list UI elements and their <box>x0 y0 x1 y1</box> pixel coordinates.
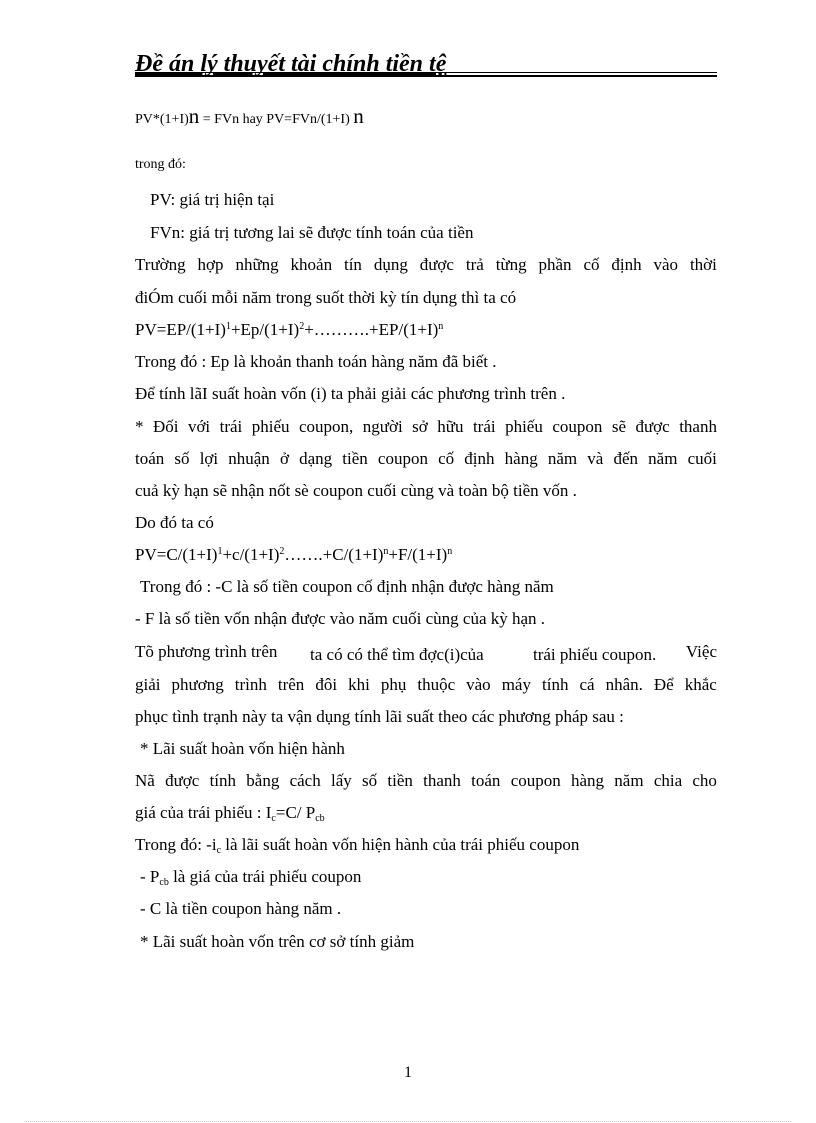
word: trái <box>472 417 496 436</box>
word: tính <box>209 771 237 790</box>
text-fragment: - P <box>140 867 160 886</box>
word: nhuận <box>228 449 270 468</box>
page-number: 1 <box>404 1064 412 1081</box>
word: Đối <box>152 417 179 436</box>
word: định <box>464 449 495 468</box>
formula-exponent: 1 <box>225 321 231 332</box>
paragraph-3-line-3: phục tình trạnh này ta vận dụng tính lãi suất theo các phương pháp sau : <box>135 707 624 726</box>
word: cố <box>438 449 455 468</box>
word: định <box>611 255 642 274</box>
formula-part: = FVn hay PV=FVn/(1+I) <box>199 112 354 127</box>
paragraph-3-line-2 <box>135 676 717 693</box>
word: tiền <box>342 449 368 468</box>
fvn-definition: FVn: giá trị tương lai sẽ được tính toán của tiền <box>150 223 474 242</box>
word: ở <box>279 449 289 468</box>
formula-part: =C/ P <box>275 803 316 822</box>
formula-exponent: n <box>383 546 389 557</box>
formula-part: +Ep/(1+I) <box>230 320 300 339</box>
formula-exponent: 2 <box>279 546 285 557</box>
word: cách <box>289 771 321 790</box>
formula-part: +F/(1+I) <box>388 545 448 564</box>
word: Nã <box>135 771 155 790</box>
paragraph-1-line-1 <box>135 256 717 273</box>
word: cá <box>579 675 595 694</box>
word: phần <box>538 255 572 274</box>
word: phương <box>171 675 224 694</box>
word: nhân. <box>605 675 643 694</box>
word: đến <box>613 449 639 468</box>
formula-part: …….+C/(1+I) <box>284 545 384 564</box>
text-fragment: ta có có thể tìm đợc(i)của <box>310 645 484 664</box>
word: toán <box>471 771 501 790</box>
word: được <box>165 771 200 790</box>
trong-do-label: trong đó: <box>135 157 186 172</box>
word: số <box>362 771 378 790</box>
f-definition: - F là số tiền vốn nhận được vào năm cuối cùng của kỳ hạn . <box>135 609 546 628</box>
page-header <box>135 52 717 78</box>
word: vào <box>653 255 679 274</box>
formula-subscript: cb <box>159 877 169 888</box>
word: số <box>174 449 190 468</box>
word: toán <box>135 449 165 468</box>
word: máy <box>501 675 531 694</box>
word: năm <box>614 771 644 790</box>
paragraph-2-line-2 <box>135 450 717 467</box>
c-annual-definition: - C là tiền coupon hàng năm . <box>140 899 342 918</box>
word: hợp <box>197 255 224 274</box>
text-fragment: Tõ phương trình trên <box>135 642 278 661</box>
text-fragment: là lãi suất hoàn vốn hiện hành của trái phiếu coupon <box>221 835 580 854</box>
text-fragment: trái phiếu coupon. <box>533 645 657 664</box>
word: thời <box>689 255 717 274</box>
word: và <box>587 449 604 468</box>
formula-part: +……….+EP/(1+I) <box>304 320 439 339</box>
formula-exponent: n <box>353 104 364 128</box>
formula-part: giá của trái phiếu : I <box>135 803 272 822</box>
c-definition: Trong đó : -C là số tiền coupon cố định nhận được hàng năm <box>140 577 554 596</box>
word: thanh <box>679 417 717 436</box>
word: hàng <box>570 771 605 790</box>
word: đôi <box>315 675 338 694</box>
paragraph-4-line-1 <box>135 772 717 789</box>
word: phụ <box>380 675 407 694</box>
formula-exponent: n <box>188 104 200 128</box>
do-do-label: Do đó ta có <box>135 513 214 532</box>
word: coupon <box>510 771 561 790</box>
word: sở <box>412 417 428 436</box>
word: cuối <box>687 449 717 468</box>
ic-definition <box>135 835 580 856</box>
paragraph-2-line-1 <box>135 418 717 435</box>
word: Để <box>653 675 674 694</box>
word: coupon <box>377 449 428 468</box>
formula-part: PV*(1+I) <box>135 112 189 127</box>
formula-exponent: n <box>447 546 453 557</box>
word: hữu <box>437 417 464 436</box>
word: bằng <box>246 771 280 790</box>
formula-subscript: cb <box>315 813 325 824</box>
word: giải <box>135 675 161 694</box>
word: được <box>419 255 454 274</box>
heading-current-yield: * Lãi suất hoàn vốn hiện hành <box>140 739 345 758</box>
word: phiếu <box>505 417 543 436</box>
formula-part: +c/(1+I) <box>222 545 280 564</box>
paragraph-3-line-1 <box>135 642 717 664</box>
word: dạng <box>299 449 333 468</box>
solve-statement: Để tính lãI suất hoàn vốn (i) ta phải giải các phương trình trên . <box>135 384 566 403</box>
paragraph-1-line-2: điÓm cuối mỗi năm trong suốt thời kỳ tín dụng thì ta có <box>135 288 517 307</box>
header-title: Đề án lý thuyết tài chính tiền tệ <box>135 51 447 77</box>
word: người <box>362 417 403 436</box>
word: được <box>635 417 670 436</box>
word: lấy <box>330 771 352 790</box>
word: lợi <box>199 449 219 468</box>
formula-exponent: n <box>438 321 444 332</box>
header-rule-thick <box>135 75 717 77</box>
word: trả <box>465 255 484 274</box>
current-yield-formula <box>135 803 325 824</box>
formula-part: PV=EP/(1+I) <box>135 320 226 339</box>
word: hàng <box>504 449 538 468</box>
word: với <box>187 417 211 436</box>
text-fragment: Việc <box>685 642 717 661</box>
word: vào <box>466 675 491 694</box>
word: năm <box>648 449 678 468</box>
word: tiền <box>387 771 413 790</box>
word: trái <box>219 417 243 436</box>
formula-subscript: c <box>271 813 276 824</box>
word: coupon <box>552 417 603 436</box>
heading-discount-yield: * Lãi suất hoàn vốn trên cơ sở tính giảm <box>140 932 415 951</box>
word: * <box>135 417 144 436</box>
word: tín <box>343 255 362 274</box>
word: khoản <box>290 255 333 274</box>
formula-part: PV=C/(1+I) <box>135 545 218 564</box>
word: chia <box>653 771 683 790</box>
formula-pv-fvn <box>135 106 364 127</box>
word: trên <box>277 675 305 694</box>
word: từng <box>495 255 527 274</box>
formula-coupon <box>135 546 452 563</box>
formula-annuity <box>135 321 443 338</box>
header-rule <box>135 72 717 73</box>
pcb-definition <box>140 867 362 888</box>
formula-exponent: 1 <box>217 546 223 557</box>
word: thanh <box>423 771 461 790</box>
word: dụng <box>373 255 408 274</box>
word: sẽ <box>611 417 626 436</box>
word: tính <box>542 675 569 694</box>
formula-exponent: 2 <box>299 321 305 332</box>
text-fragment: là giá của trái phiếu coupon <box>168 867 362 886</box>
word: khi <box>348 675 370 694</box>
word: cho <box>692 771 717 790</box>
word: cố <box>583 255 600 274</box>
word: trình <box>234 675 267 694</box>
word: coupon, <box>299 417 354 436</box>
word: năm <box>547 449 578 468</box>
word: thuộc <box>417 675 456 694</box>
word: Trường <box>135 255 186 274</box>
text-fragment: Trong đó: -i <box>135 835 217 854</box>
word: những <box>235 255 279 274</box>
paragraph-2-line-3: cuả kỳ hạn sẽ nhận nốt sè coupon cuối cùng và toàn bộ tiền vốn . <box>135 481 577 500</box>
ep-definition: Trong đó : Ep là khoản thanh toán hàng năm đã biết . <box>135 352 497 371</box>
word: khắc <box>684 675 717 694</box>
formula-subscript: c <box>216 845 222 856</box>
page-bottom-divider <box>25 1121 791 1122</box>
pv-definition: PV: giá trị hiện tại <box>150 190 275 209</box>
word: phiếu <box>251 417 290 436</box>
